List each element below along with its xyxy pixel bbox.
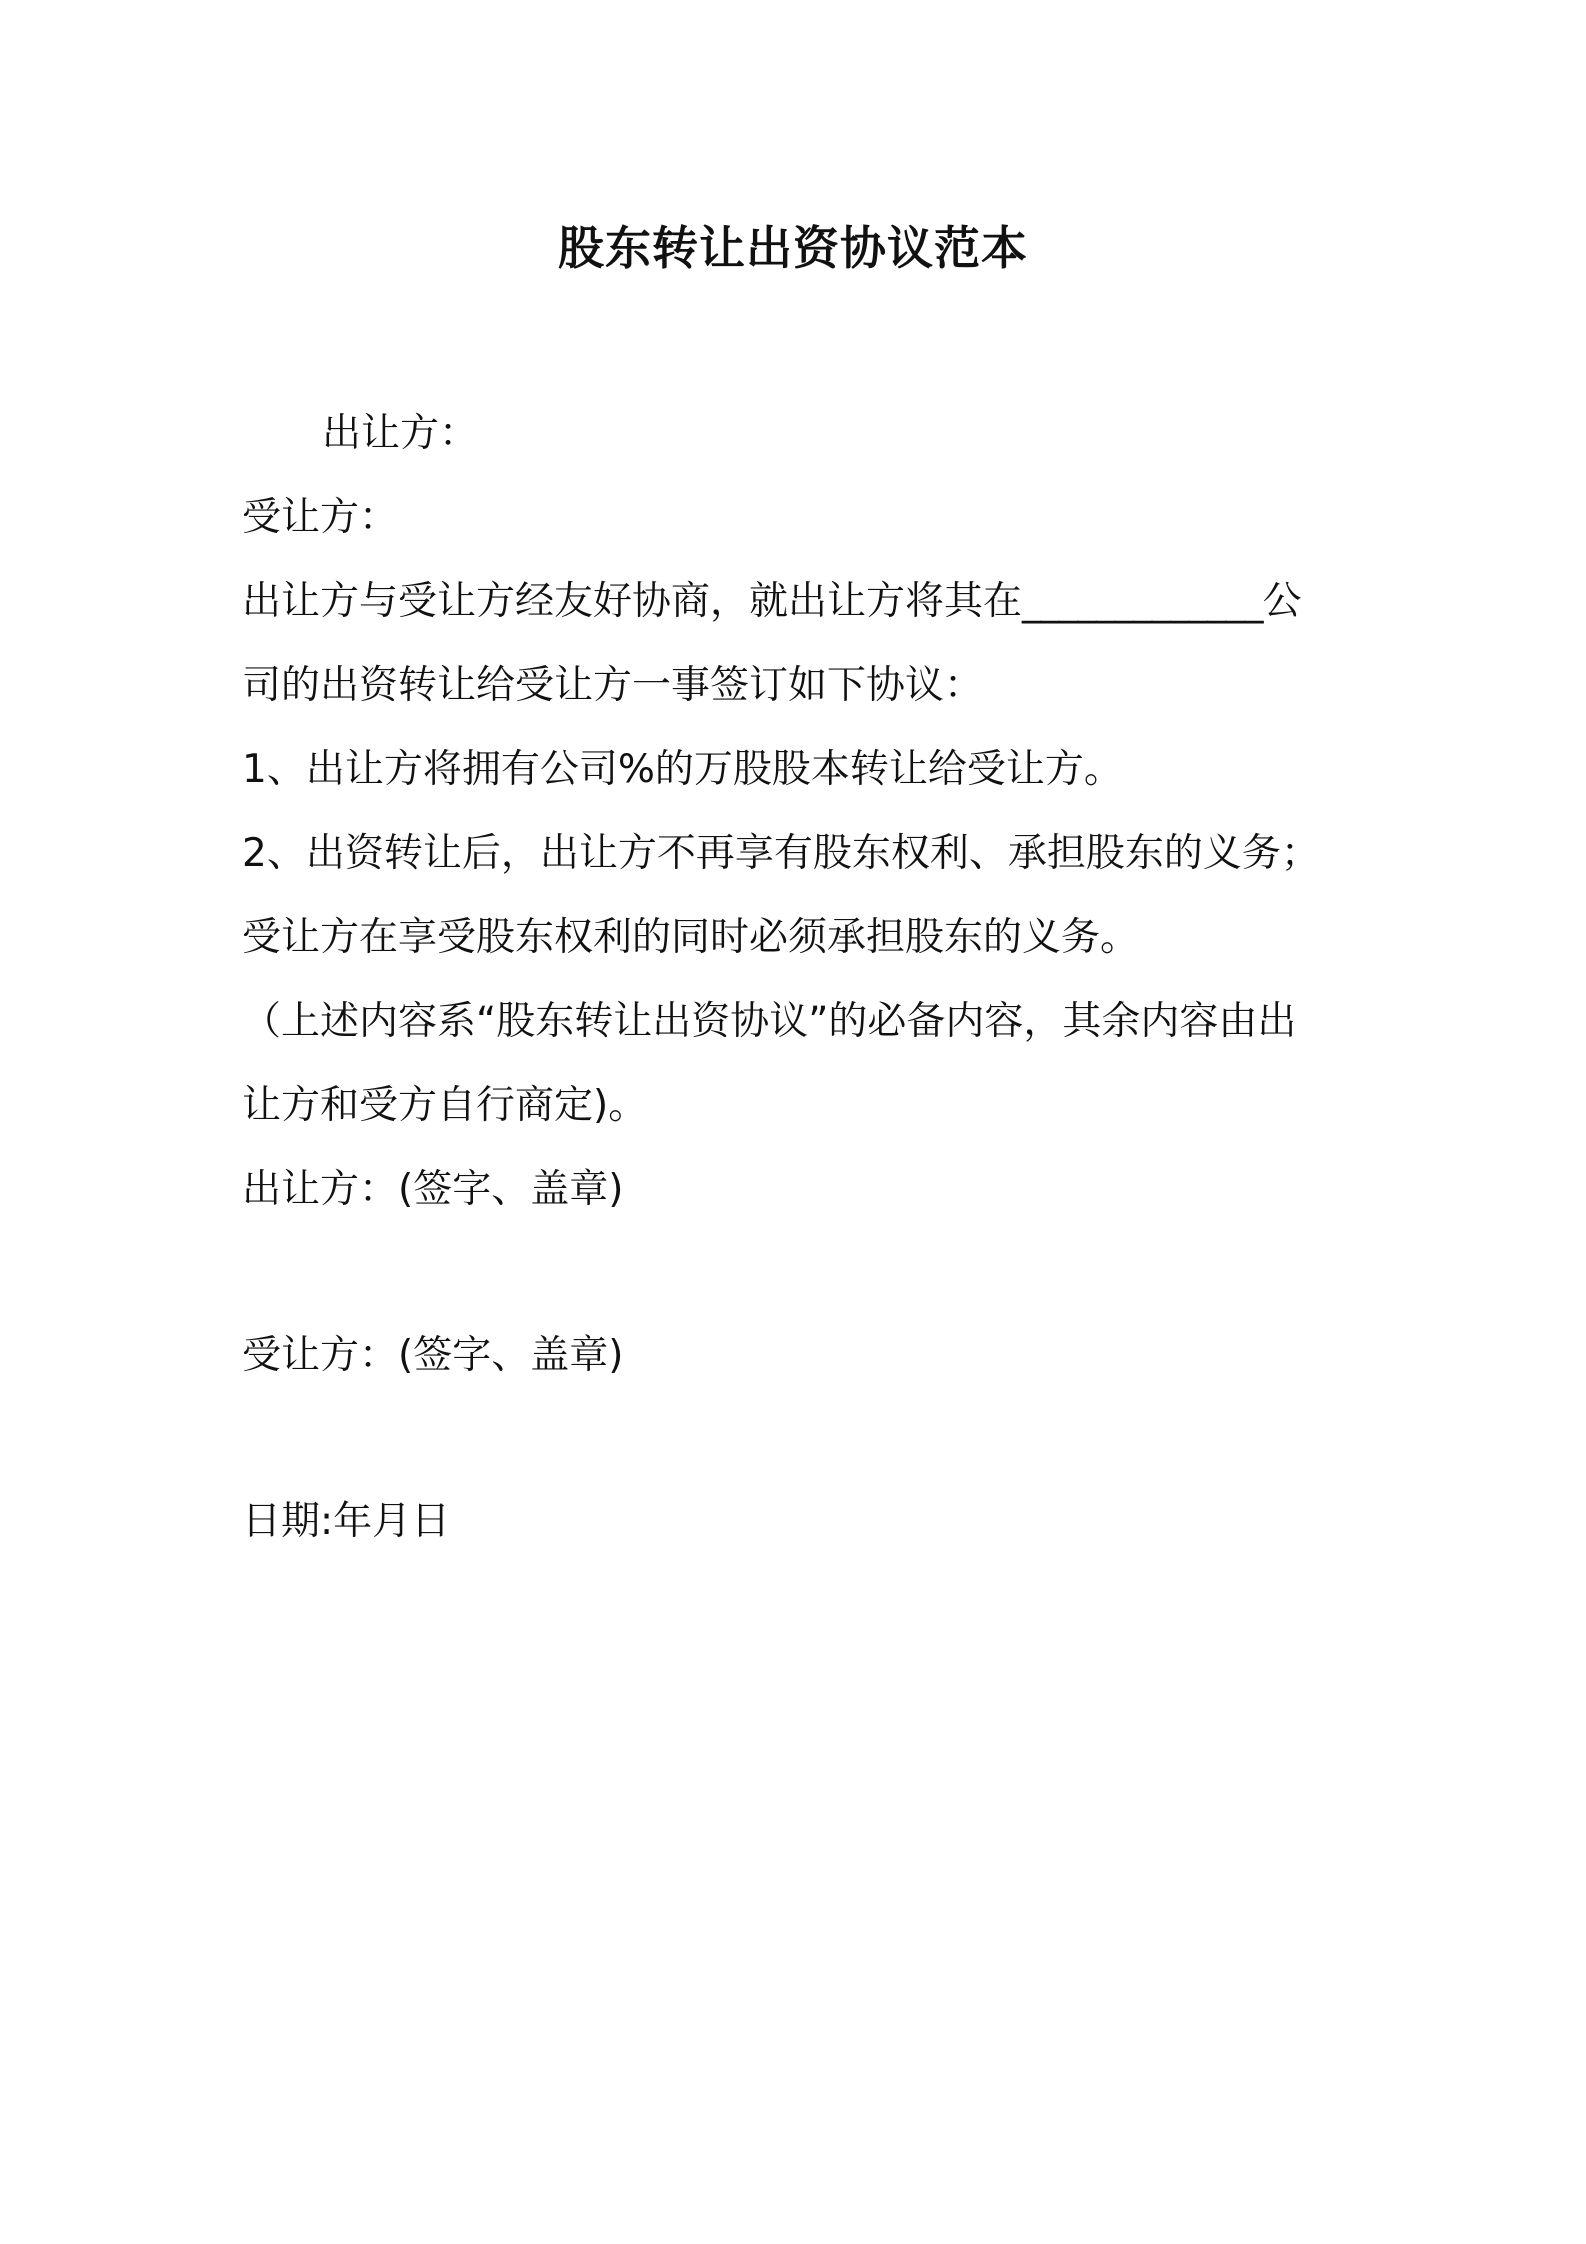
- transferor-signature: 出让方：(签字、盖章): [242, 1167, 624, 1212]
- note-line-2: 让方和受方自行商定)。: [242, 1083, 648, 1128]
- transferor-label: 出让方：: [322, 411, 479, 456]
- document-title: 股东转让出资协议范本: [558, 221, 1028, 275]
- date-line: 日期:年月日: [242, 1499, 451, 1544]
- note-line-1: （上述内容系“股东转让出资协议”的必备内容，其余内容由出: [242, 999, 1297, 1044]
- intro-line-1: [242, 560, 1362, 644]
- clause-2-line-1: 2、出资转让后，出让方不再享有股东权利、承担股东的义务；: [242, 831, 1320, 876]
- clause-2-line-2: 受让方在享受股东权利的同时必须承担股东的义务。: [242, 915, 1140, 960]
- company-name-blank: _____________: [1022, 579, 1263, 624]
- transferee-signature: 受让方：(签字、盖章): [242, 1333, 624, 1378]
- transferee-label: 受让方：: [242, 495, 399, 540]
- clause-1: 1、出让方将拥有公司%的万股股本转让给受让方。: [242, 747, 1123, 792]
- intro-text-after: 公: [1262, 579, 1302, 624]
- intro-line-2: 司的出资转让给受让方一事签订如下协议：: [242, 663, 984, 708]
- intro-text-before: 出让方与受让方经友好协商，就出让方将其在: [242, 579, 1023, 624]
